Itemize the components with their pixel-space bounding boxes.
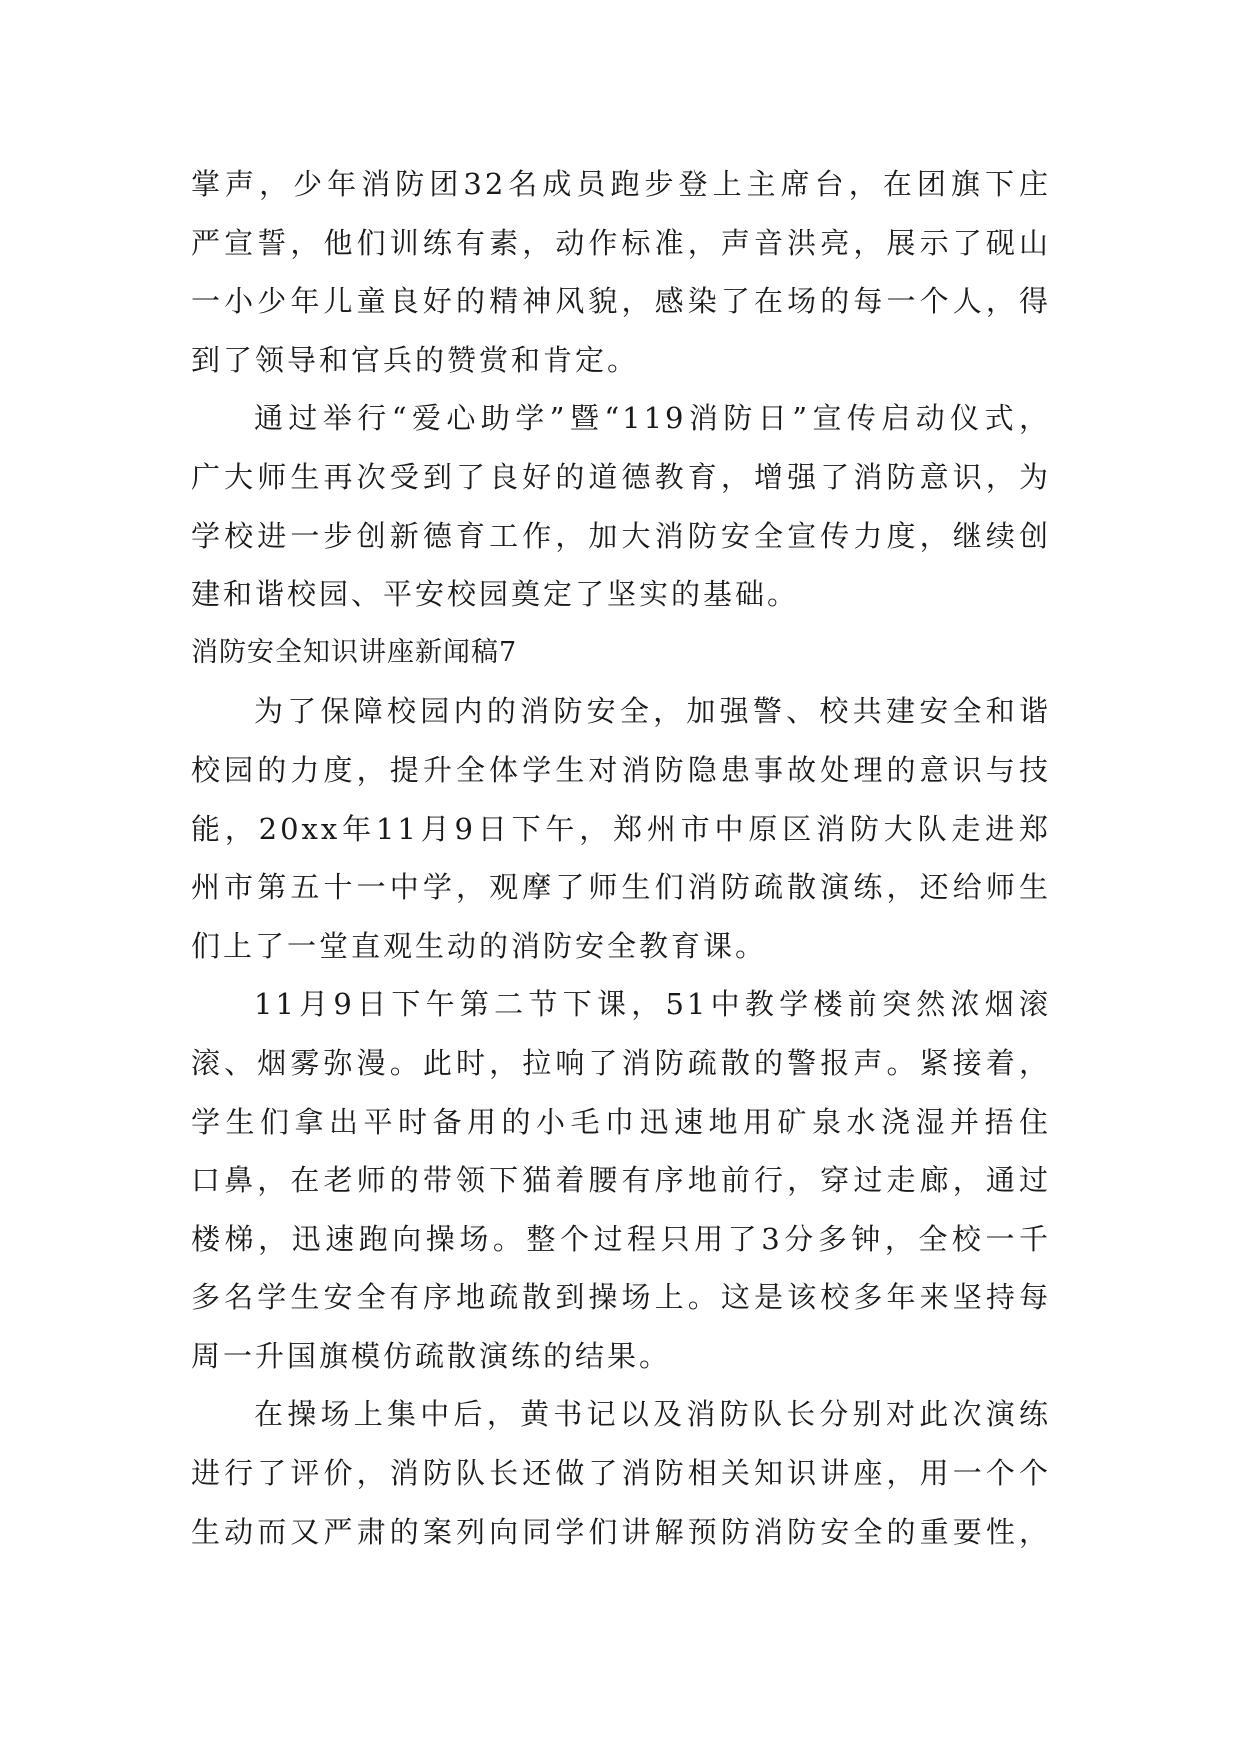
paragraph-line: 滚、烟雾弥漫。此时，拉响了消防疏散的警报声。紧接着， <box>191 1045 1051 1080</box>
paragraph-line: 为了保障校园内的消防安全，加强警、校共建安全和谐 <box>254 694 1051 729</box>
paragraph-line: 11月9日下午第二节下课，51中教学楼前突然浓烟滚 <box>254 987 1051 1022</box>
paragraph-line: 建和谐校园、平安校园奠定了坚实的基础。 <box>191 577 800 612</box>
paragraph-line: 生动而又严肃的案列向同学们讲解预防消防安全的重要性， <box>191 1514 1051 1549</box>
document-body <box>191 155 1051 1561</box>
paragraph-line: 广大师生再次受到了良好的道德教育，增强了消防意识，为 <box>191 459 1051 494</box>
paragraph-line: 一小少年儿童良好的精神风貌，感染了在场的每一个人，得 <box>191 284 1051 319</box>
paragraph-line: 进行了评价，消防队长还做了消防相关知识讲座，用一个个 <box>191 1456 1051 1491</box>
paragraph-line: 口鼻，在老师的带领下猫着腰有序地前行，穿过走廊，通过 <box>191 1163 1051 1198</box>
paragraph-line: 们上了一堂直观生动的消防安全教育课。 <box>191 928 768 963</box>
paragraph-line: 掌声，少年消防团32名成员跑步登上主席台，在团旗下庄 <box>191 167 1051 201</box>
paragraph-line: 通过举行“爱心助学”暨“119消防日”宣传启动仪式， <box>254 401 1051 436</box>
paragraph-line: 到了领导和官兵的赞赏和肯定。 <box>191 342 640 377</box>
paragraph-line: 在操场上集中后，黄书记以及消防队长分别对此次演练 <box>254 1397 1051 1432</box>
paragraph-line: 周一升国旗模仿疏散演练的结果。 <box>191 1338 672 1373</box>
paragraph-line: 楼梯，迅速跑向操场。整个过程只用了3分多钟，全校一千 <box>191 1221 1051 1256</box>
paragraph-line: 能，20xx年11月9日下午，郑州市中原区消防大队走进郑 <box>191 811 1051 846</box>
paragraph-line: 学校进一步创新德育工作，加大消防安全宣传力度，继续创 <box>191 518 1051 553</box>
section-heading: 消防安全知识讲座新闻稿7 <box>191 636 518 668</box>
paragraph-line: 多名学生安全有序地疏散到操场上。这是该校多年来坚持每 <box>191 1280 1051 1315</box>
paragraph-line: 学生们拿出平时备用的小毛巾迅速地用矿泉水浇湿并捂住 <box>191 1104 1051 1139</box>
paragraph-line: 州市第五十一中学，观摩了师生们消防疏散演练，还给师生 <box>191 870 1051 905</box>
paragraph-line: 严宣誓，他们训练有素，动作标准，声音洪亮，展示了砚山 <box>191 225 1051 260</box>
paragraph-line: 校园的力度，提升全体学生对消防隐患事故处理的意识与技 <box>191 752 1051 787</box>
